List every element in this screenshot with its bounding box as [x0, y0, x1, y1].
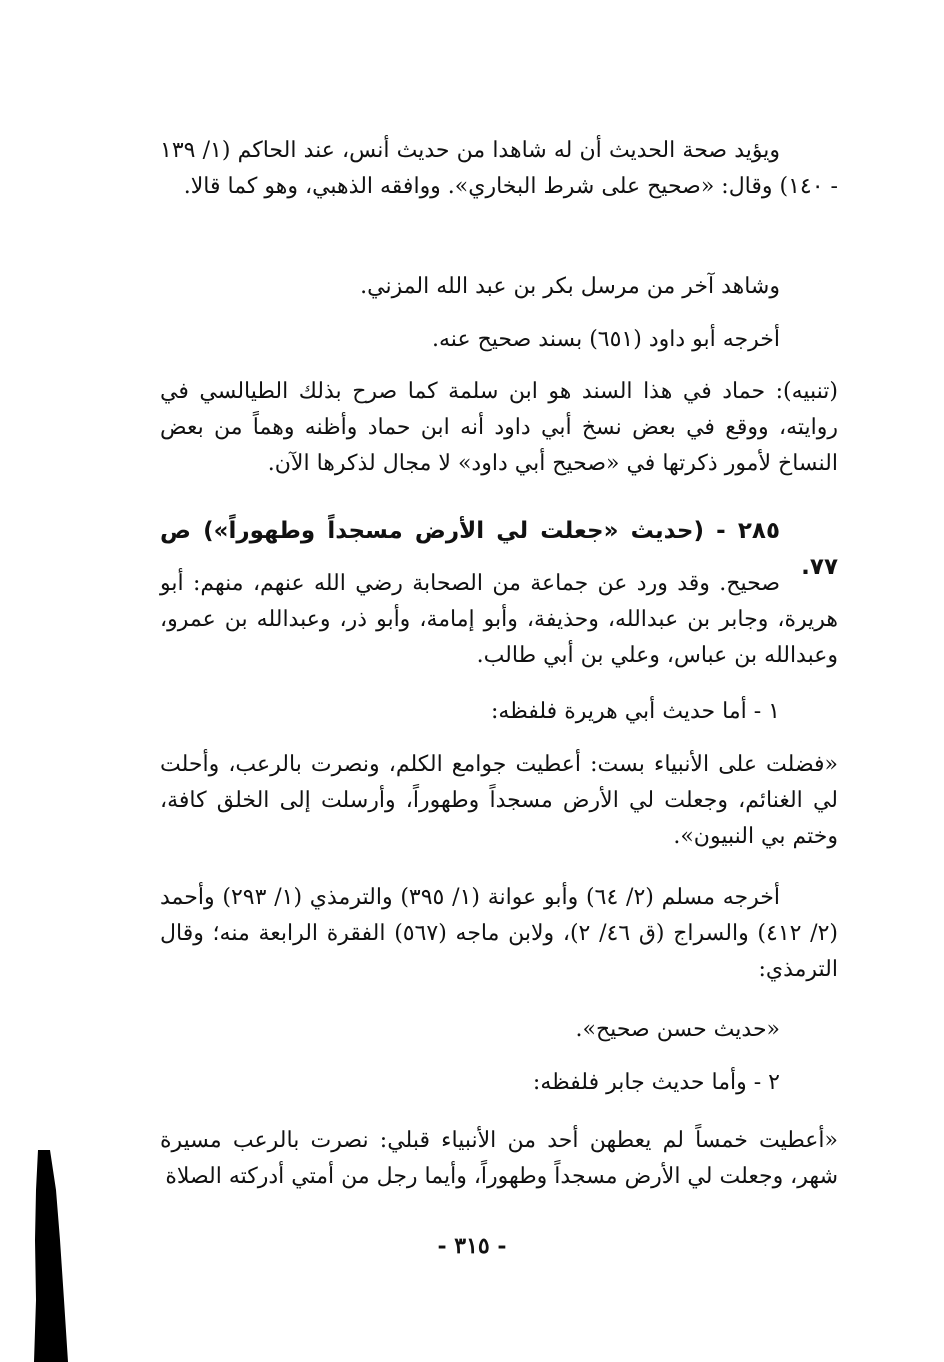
paragraph-tirmidhi-verdict: «حديث حسن صحيح».	[575, 1017, 780, 1042]
paragraph-takhrij: أخرجه مسلم (٢/ ٦٤) وأبو عوانة (١/ ٣٩٥) والترمذي (١/ ٢٩٣) وأحمد (٢/ ٤١٢) والسراج (ق ٤٦/ ٢)، ولابن ماجه (٥٦٧) الفقرة الرابعة منه؛ وقال الترمذي:	[160, 885, 839, 982]
page-number: - ٣١٥ -	[437, 1233, 507, 1259]
paragraph-supporting-evidence: ويؤيد صحة الحديث أن له شاهدا من حديث أنس، عند الحاكم (١/ ١٣٩ - ١٤٠) وقال: «صحيح على شرط البخاري». ووافقه الذهبي، وهو كما قالا.	[160, 138, 838, 199]
paragraph-note: (تنبيه): حماد في هذا السند هو ابن سلمة كما صرح بذلك الطيالسي في روايته، ووقع في بعض نسخ أبي داود أنه ابن حماد وأظنه وهماً من بعض النساخ لأمور ذكرتها في «صحيح أبي داود» لا مجال لذكرها الآن.	[160, 379, 838, 476]
paragraph-abu-hurayra-intro: ١ - أما حديث أبي هريرة فلفظه:	[491, 699, 780, 724]
scan-edge-shadow	[30, 1150, 70, 1362]
paragraph-another-witness: وشاهد آخر من مرسل بكر بن عبد الله المزني.	[360, 274, 780, 299]
paragraph-sahih-narrators: صحيح. وقد ورد عن جماعة من الصحابة رضي الله عنهم، منهم: أبو هريرة، وجابر بن عبدالله، وحذيفة، وأبو إمامة، وأبو ذر، وعبدالله بن عمرو، وعبدالله بن عباس، وعلي بن أبي طالب.	[160, 571, 838, 668]
paragraph-abu-hurayra-text: «فضلت على الأنبياء بست: أعطيت جوامع الكلم، ونصرت بالرعب، وأحلت لي الغنائم، وجعلت لي الأرض مسجداً وطهوراً، وأرسلت إلى الخلق كافة، وختم بي النبيون».	[160, 752, 838, 849]
paragraph-jabir-intro: ٢ - وأما حديث جابر فلفظه:	[532, 1070, 780, 1095]
paragraph-jabir-text: «أعطيت خمساً لم يعطهن أحد من الأنبياء قبلي: نصرت بالرعب مسيرة شهر، وجعلت لي الأرض مسجداً وطهوراً، وأيما رجل من أمتي أدركته الصلاة	[160, 1128, 838, 1189]
hadith-heading-285: ٢٨٥ - (حديث «جعلت لي الأرض مسجداً وطهوراً») ص ٧٧.	[160, 518, 838, 580]
paragraph-abu-dawud: أخرجه أبو داود (٦٥١) بسند صحيح عنه.	[432, 327, 780, 352]
